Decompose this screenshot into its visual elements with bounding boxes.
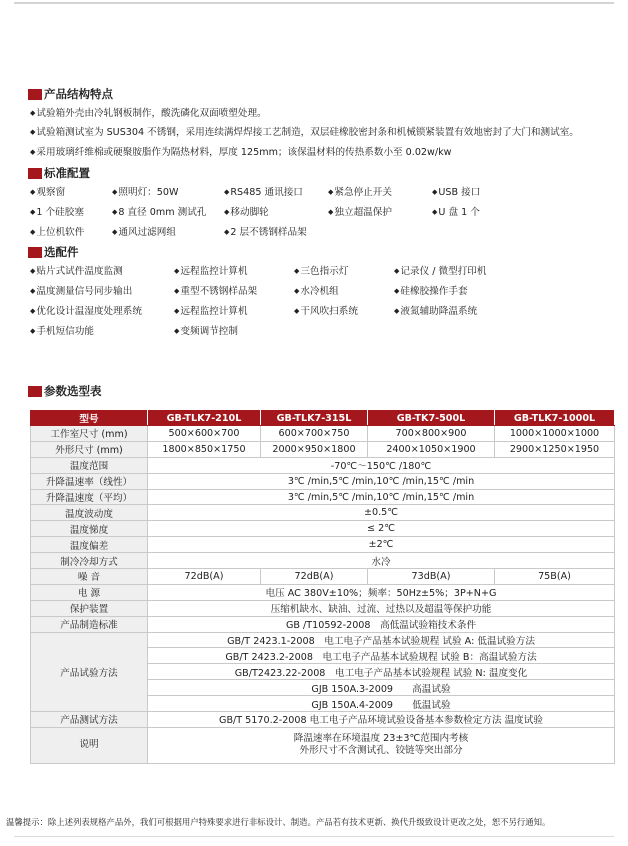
row-label: 温度波动度 (31, 505, 148, 521)
bullet-icon: ◆ (224, 188, 230, 196)
cell-value: ≤ 2℃ (148, 521, 615, 537)
cell-value: 72dB(A) (148, 569, 261, 585)
cell-value: 75B(A) (495, 569, 615, 585)
section-marker-icon (28, 168, 42, 179)
bullet-icon: ◆ (174, 307, 180, 315)
spec-row-power (31, 584, 615, 600)
optional-item: ◆优化设计温湿度处理系统 (30, 306, 142, 317)
cell-value: GB/T 2423.1-2008 电工电子产品基本试验规程 试验 A: 低温试验方法 (148, 632, 615, 648)
standard-item: ◆RS485 通讯接口 (224, 187, 303, 198)
row-label: 说明 (31, 727, 148, 763)
bullet-icon: ◆ (30, 148, 36, 156)
cell-value: GJB 150A.4-2009 低温试验 (148, 696, 615, 712)
spec-header-row (31, 411, 615, 426)
row-label: 产品测试方法 (31, 712, 148, 728)
row-label: 制冷冷却方式 (31, 553, 148, 569)
standard-item: ◆观察窗 (30, 187, 66, 198)
bullet-icon: ◆ (174, 287, 180, 295)
top-divider (14, 2, 614, 4)
optional-item: ◆记录仪 / 微型打印机 (394, 266, 487, 277)
row-label: 保护装置 (31, 600, 148, 616)
bullet-icon: ◆ (30, 267, 36, 275)
cell-value: 水冷 (148, 553, 615, 569)
standard-item: ◆移动脚轮 (224, 207, 269, 218)
bullet-icon: ◆ (328, 208, 334, 216)
spec-row-rate-avg (31, 489, 615, 505)
optional-item: ◆三色指示灯 (294, 266, 349, 277)
bullet-icon: ◆ (30, 208, 36, 216)
standard-item: ◆照明灯：50W (112, 187, 179, 198)
bullet-icon: ◆ (294, 287, 300, 295)
optional-item: ◆远程监控计算机 (174, 266, 248, 277)
standard-item: ◆2 层不锈钢样品架 (224, 227, 307, 238)
bullet-icon: ◆ (394, 267, 400, 275)
footer-notice: 温馨提示：除上述列表规格产品外，我们可根据用户特殊要求进行非标设计、制造。产品若有技术更新、换代升级致设计更改之处，恕不另行通知。 (6, 817, 551, 827)
header-model-500l: GB-TK7-500L (368, 411, 495, 426)
row-label: 电 源 (31, 584, 148, 600)
cell-value: -70℃～150℃ /180℃ (148, 457, 615, 473)
optional-item: ◆温度测量信号同步输出 (30, 286, 133, 297)
structure-line-1: ◆试验箱外壳由冷轧钢板制作，酸洗磷化双面喷塑处理。 (30, 108, 267, 119)
cell-value: GB/T 2423.2-2008 电工电子产品基本试验规程 试验 B：高温试验方法 (148, 648, 615, 664)
bullet-icon: ◆ (394, 307, 400, 315)
row-label: 升降温速度（平均） (31, 489, 148, 505)
standard-item: ◆U 盘 1 个 (432, 207, 480, 218)
bullet-icon: ◆ (112, 228, 118, 236)
cell-value: ±2℃ (148, 537, 615, 553)
spec-row-protection (31, 600, 615, 616)
spec-row-temp-range (31, 457, 615, 473)
header-model-315l: GB-TLK7-315L (261, 411, 368, 426)
cell-value: GJB 150A.3-2009 高温试验 (148, 680, 615, 696)
bullet-icon: ◆ (30, 327, 36, 335)
bullet-icon: ◆ (294, 307, 300, 315)
section-structure-heading (28, 87, 113, 101)
optional-item: ◆贴片式试件温度监测 (30, 266, 123, 277)
bottom-divider (14, 836, 614, 837)
standard-item: ◆通风过滤网组 (112, 227, 176, 238)
row-label: 升降温速率（线性） (31, 473, 148, 489)
section-marker-icon (28, 247, 42, 258)
standard-item: ◆USB 接口 (432, 187, 481, 198)
bullet-icon: ◆ (30, 188, 36, 196)
spec-row-uniformity (31, 521, 615, 537)
bullet-icon: ◆ (432, 208, 438, 216)
optional-item: ◆远程监控计算机 (174, 306, 248, 317)
spec-row-cooling (31, 553, 615, 569)
bullet-icon: ◆ (30, 128, 36, 136)
bullet-icon: ◆ (174, 267, 180, 275)
standard-item: ◆紧急停止开关 (328, 187, 392, 198)
cell-value: 3℃ /min,5℃ /min,10℃ /min,15℃ /min (148, 473, 615, 489)
cell-value: 72dB(A) (261, 569, 368, 585)
remark-cell (148, 727, 615, 763)
bullet-icon: ◆ (294, 267, 300, 275)
standard-item: ◆独立超温保护 (328, 207, 392, 218)
optional-item: ◆硅橡胶操作手套 (394, 286, 468, 297)
header-model-210l: GB-TLK7-210L (148, 411, 261, 426)
structure-line-3: ◆采用玻璃纤维棉或硬聚胺脂作为隔热材料，厚度 125mm；该保温材料的传热系数小至 0.02w/kw (30, 147, 452, 158)
standard-item: ◆1 个硅胶塞 (30, 207, 84, 218)
bullet-icon: ◆ (432, 188, 438, 196)
structure-line-2: ◆试验箱测试室为 SUS304 不锈钢，采用连续满焊焊接工艺制造，双层硅橡胶密封条和机械锁紧装置有效地密封了大门和测试室。 (30, 127, 579, 138)
spec-row-measure-method (31, 712, 615, 728)
bullet-icon: ◆ (224, 228, 230, 236)
row-label: 产品制造标准 (31, 616, 148, 632)
cell-value: 2400×1050×1900 (368, 441, 495, 457)
bullet-icon: ◆ (30, 228, 36, 236)
section-standard-heading (28, 166, 90, 180)
standard-item: ◆上位机软件 (30, 227, 85, 238)
section-marker-icon (28, 386, 42, 397)
bullet-icon: ◆ (328, 188, 334, 196)
section-structure-title: 产品结构特点 (44, 87, 113, 101)
cell-value: 73dB(A) (368, 569, 495, 585)
header-model-1000l: GB-TLK7-1000L (495, 411, 615, 426)
cell-value: GB/T 5170.2-2008 电工电子产品环境试验设备基本参数检定方法 温度试验 (148, 712, 615, 728)
section-marker-icon (28, 89, 42, 100)
bullet-icon: ◆ (394, 287, 400, 295)
cell-value: 压缩机缺水、缺油、过流、过热以及超温等保护功能 (148, 600, 615, 616)
bullet-icon: ◆ (30, 287, 36, 295)
row-label: 温度悌度 (31, 521, 148, 537)
optional-item: ◆液氮辅助降温系统 (394, 306, 478, 317)
remark-line: 降温速率在环境温度 23±3℃范围内考核 (293, 733, 469, 745)
row-label: 噪 音 (31, 569, 148, 585)
spec-row-outer-size (31, 441, 615, 457)
cell-value: ±0.5℃ (148, 505, 615, 521)
cell-value: GB /T10592-2008 高低温试验箱技术条件 (148, 616, 615, 632)
cell-value: 电压 AC 380V±10%；频率：50Hz±5%；3P+N+G (148, 584, 615, 600)
bullet-icon: ◆ (30, 307, 36, 315)
cell-value: 500×600×700 (148, 426, 261, 442)
cell-value: 700×800×900 (368, 426, 495, 442)
section-params-title: 参数选型表 (44, 384, 102, 398)
optional-item: ◆重型不锈钢样品架 (174, 286, 258, 297)
section-optional-title: 选配件 (44, 245, 79, 259)
cell-value: GB/T2423.22-2008 电工电子产品基本试验规程 试验 N: 温度变化 (148, 664, 615, 680)
spec-row-fluctuation (31, 505, 615, 521)
spec-row-noise (31, 569, 615, 585)
bullet-icon: ◆ (112, 188, 118, 196)
row-label: 外形尺寸 (mm) (31, 441, 148, 457)
optional-item: ◆水冷机组 (294, 286, 339, 297)
cell-value: 2900×1250×1950 (495, 441, 615, 457)
spec-row-deviation (31, 537, 615, 553)
spec-table (30, 410, 615, 764)
bullet-icon: ◆ (224, 208, 230, 216)
section-params-heading (28, 384, 102, 398)
optional-item: ◆干风吹扫系统 (294, 306, 358, 317)
bullet-icon: ◆ (112, 208, 118, 216)
spec-row-remark (31, 727, 615, 763)
row-label: 温度偏差 (31, 537, 148, 553)
spec-row-mfg-standard (31, 616, 615, 632)
spec-row-rate-linear (31, 473, 615, 489)
cell-value: 1000×1000×1000 (495, 426, 615, 442)
cell-value: 600×700×750 (261, 426, 368, 442)
standard-item: ◆8 直径 0mm 测试孔 (112, 207, 207, 218)
section-standard-title: 标准配置 (44, 166, 90, 180)
optional-item: ◆变频调节控制 (174, 326, 238, 337)
spec-row-inner-size (31, 426, 615, 442)
optional-item: ◆手机短信功能 (30, 326, 94, 337)
cell-value: 1800×850×1750 (148, 441, 261, 457)
row-label: 温度范围 (31, 457, 148, 473)
row-label: 产品试验方法 (31, 632, 148, 711)
bullet-icon: ◆ (174, 327, 180, 335)
bullet-icon: ◆ (30, 109, 36, 117)
cell-value: 2000×950×1800 (261, 441, 368, 457)
cell-value: 3℃ /min,5℃ /min,10℃ /min,15℃ /min (148, 489, 615, 505)
spec-row-test-method (31, 632, 615, 648)
section-optional-heading (28, 245, 79, 259)
row-label: 工作室尺寸 (mm) (31, 426, 148, 442)
header-model-label: 型号 (31, 411, 148, 426)
remark-line: 外形尺寸不含测试孔、铰链等突出部分 (299, 745, 463, 757)
